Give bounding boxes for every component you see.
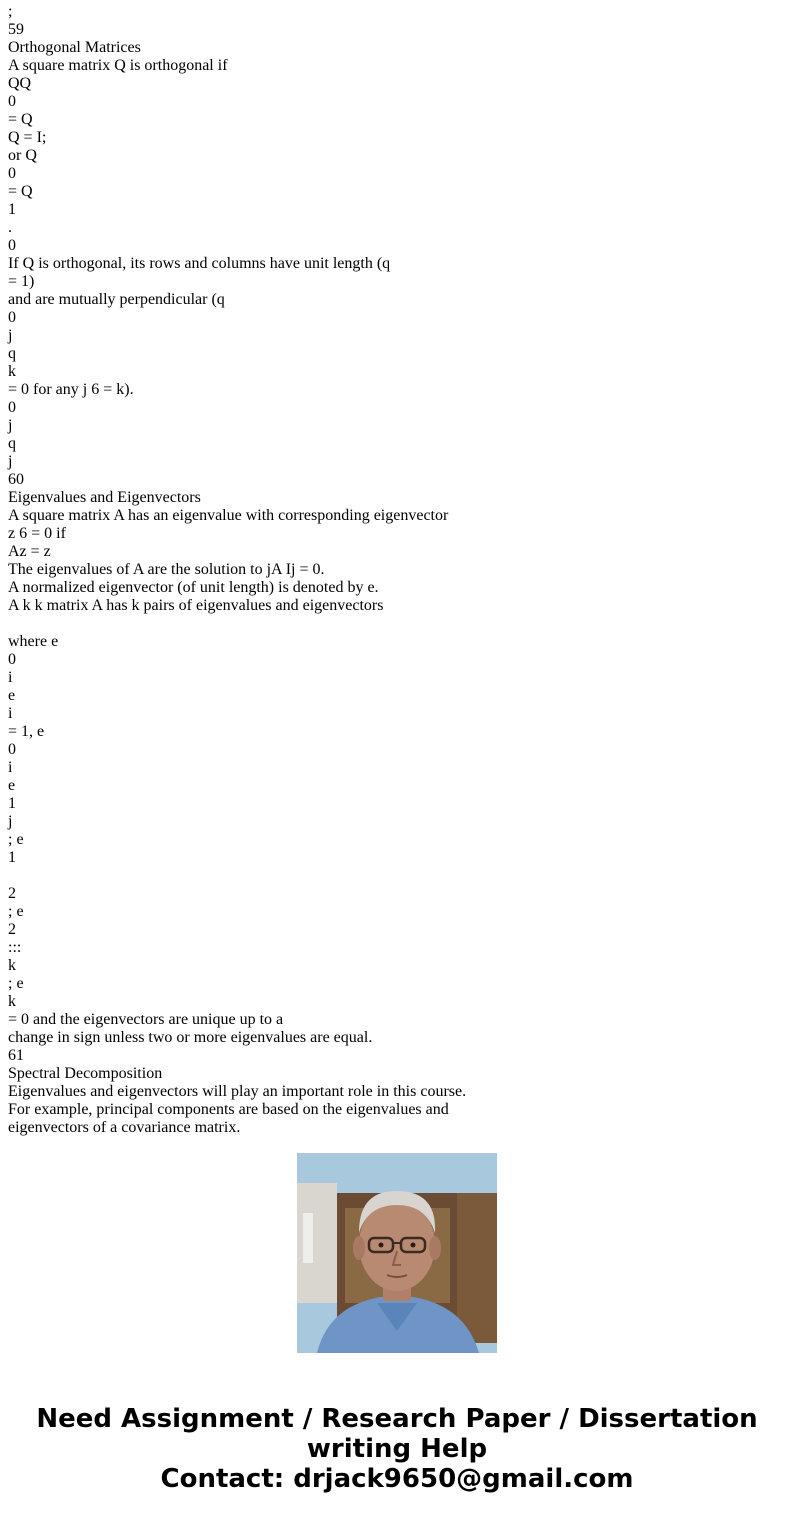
text-line: k — [8, 957, 16, 974]
text-line: i — [8, 669, 13, 686]
text-line: e — [8, 687, 16, 704]
text-line: . — [8, 219, 12, 236]
text-line: k — [8, 993, 16, 1010]
text-line: Az = z — [8, 543, 51, 560]
text-line — [8, 867, 788, 885]
text-line: q — [8, 345, 16, 362]
text-line: Eigenvalues and eigenvectors will play an important role in this course. — [8, 1083, 467, 1100]
text-line: 0 — [8, 741, 16, 758]
text-line: and are mutually perpendicular (q — [8, 291, 225, 308]
text-line: = Q — [8, 111, 33, 128]
section-title: Orthogonal Matrices — [8, 39, 141, 56]
text-line: j — [8, 453, 13, 470]
text-line: A normalized eigenvector (of unit length) is denoted by e. — [8, 579, 379, 596]
text-line: A square matrix Q is orthogonal if — [8, 57, 228, 74]
text-line: j — [8, 813, 13, 830]
document-text — [8, 3, 788, 1136]
text-line: For example, principal components are based on the eigenvalues and — [8, 1101, 449, 1118]
text-line: 0 — [8, 165, 16, 182]
text-line: QQ — [8, 75, 32, 92]
text-line: i — [8, 705, 13, 722]
text-line: 2 — [8, 885, 16, 902]
text-line: A square matrix A has an eigenvalue with corresponding eigenvector — [8, 507, 449, 524]
text-line: = 1, e — [8, 723, 45, 740]
text-line: = 1) — [8, 273, 35, 290]
text-line: e — [8, 777, 16, 794]
section-title: Eigenvalues and Eigenvectors — [8, 489, 201, 506]
text-line: q — [8, 435, 16, 452]
text-line: 0 — [8, 309, 16, 326]
text-line: change in sign unless two or more eigenvalues are equal. — [8, 1029, 373, 1046]
text-line: = Q — [8, 183, 33, 200]
text-line: ; e — [8, 831, 24, 848]
text-line: = 0 for any j 6 = k). — [8, 381, 134, 398]
text-line: Q = I; — [8, 129, 47, 146]
text-line: ; e — [8, 975, 24, 992]
text-line: z 6 = 0 if — [8, 525, 66, 542]
text-line: i — [8, 759, 13, 776]
page-number: 61 — [8, 1047, 24, 1064]
promo-contact: Contact: drjack9650@gmail.com — [160, 1464, 634, 1494]
text-line: 0 — [8, 93, 16, 110]
text-line: j — [8, 327, 13, 344]
text-line: 0 — [8, 399, 16, 416]
text-line: 1 — [8, 201, 16, 218]
text-line: j — [8, 417, 13, 434]
text-line: ; e — [8, 903, 24, 920]
text-line: where e — [8, 633, 59, 650]
text-line: 1 — [8, 849, 16, 866]
person-photo-icon — [297, 1153, 497, 1353]
section-title: Spectral Decomposition — [8, 1065, 163, 1082]
promo-headline: writing Help — [306, 1434, 488, 1464]
text-line: eigenvectors of a covariance matrix. — [8, 1119, 241, 1136]
avatar — [297, 1153, 497, 1353]
page-number: 60 — [8, 471, 24, 488]
text-line: ::: — [8, 939, 22, 956]
text-line: A k k matrix A has k pairs of eigenvalues and eigenvectors — [8, 597, 384, 614]
text-line: = 0 and the eigenvectors are unique up to a — [8, 1011, 284, 1028]
text-line: 0 — [8, 237, 16, 254]
text-line — [8, 615, 788, 633]
text-line: or Q — [8, 147, 37, 164]
promo-headline: Need Assignment / Research Paper / Dissertation — [36, 1404, 758, 1434]
text-line: 0 — [8, 651, 16, 668]
promo-banner — [0, 1404, 794, 1494]
text-line: The eigenvalues of A are the solution to jA Ij = 0. — [8, 561, 325, 578]
text-line: ; — [8, 3, 13, 20]
text-line: If Q is orthogonal, its rows and columns have unit length (q — [8, 255, 391, 272]
page-number: 59 — [8, 21, 24, 38]
text-line: 2 — [8, 921, 16, 938]
text-line: 1 — [8, 795, 16, 812]
text-line: k — [8, 363, 16, 380]
